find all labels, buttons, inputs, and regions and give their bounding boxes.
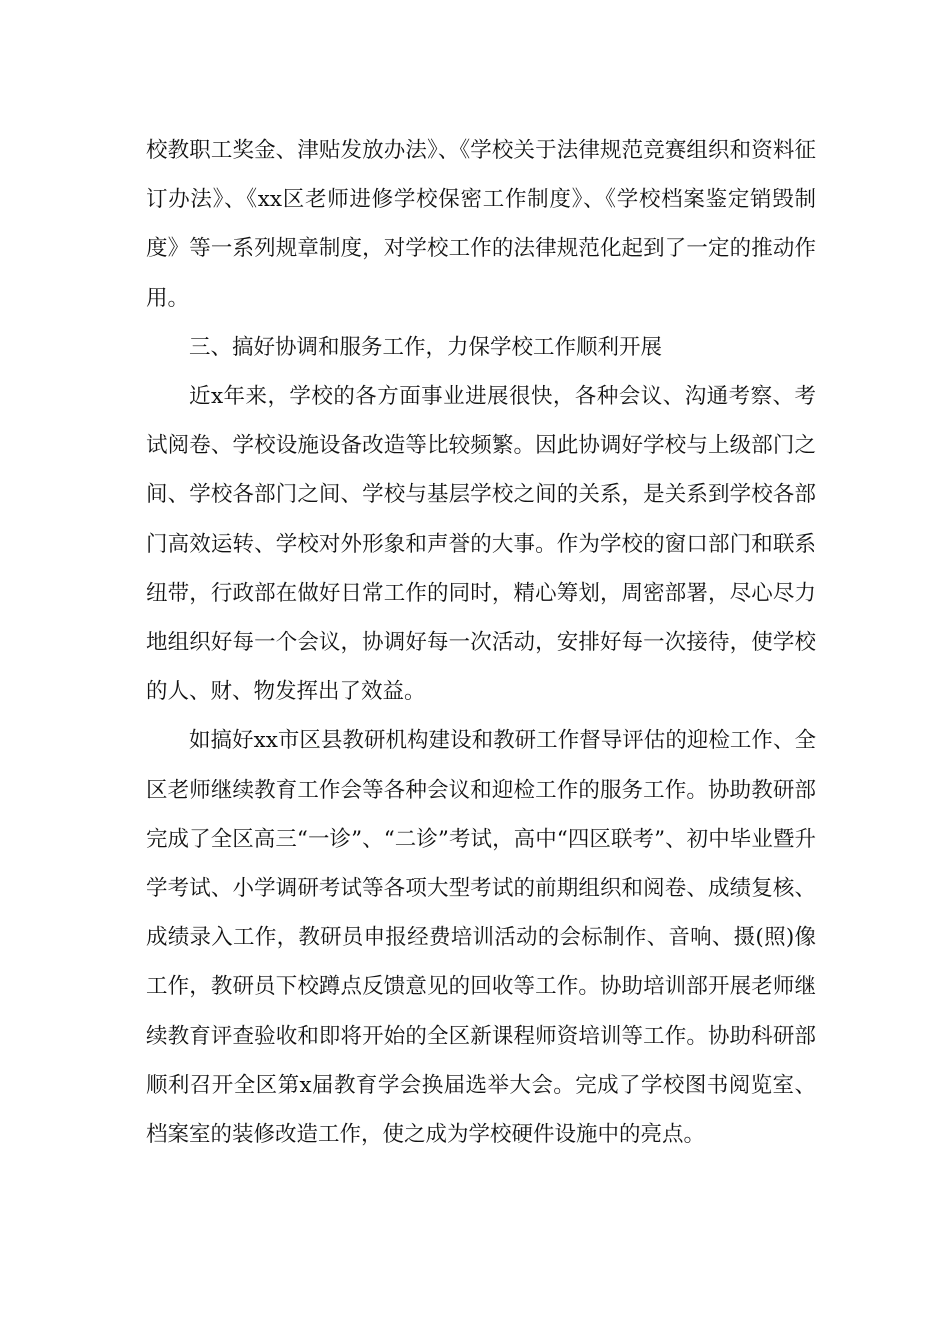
section-heading-coordination-service: 三、搞好协调和服务工作，力保学校工作顺利开展 [189,334,663,360]
paragraph-coordination-overview: 近x年来，学校的各方面事业进展很快，各种会议、沟通考察、考试阅卷、学校设施设备改造等比较频繁。因此协调好学校与上级部门之间、学校各部门之间、学校与基层学校之间的关系，是关系到学校各部门高效运转、学校对外形象和声誉的大事。作为学校的窗口部门和联系纽带，行政部在做好日常工作的同时，精心筹划，周密部署，尽心尽力地组织好每一个会议，协调好每一次活动，安排好每一次接待，使学校的人、财、物发挥出了效益。 [146,384,816,705]
paragraph-service-examples: 如搞好xx市区县教研机构建设和教研工作督导评估的迎检工作、全区老师继续教育工作会等各种会议和迎检工作的服务工作。协助教研部完成了全区高三“一诊”、“二诊”考试，高中“四区联考”、初中毕业暨升学考试、小学调研考试等各项大型考试的前期组织和阅卷、成绩复核、成绩录入工作，教研员申报经费培训活动的会标制作、音响、摄(照)像工作，教研员下校蹲点反馈意见的回收等工作。协助培训部开展老师继续教育评查验收和即将开始的全区新课程师资培训等工作。协助科研部顺利召开全区第x届教育学会换届选举大会。完成了学校图书阅览室、档案室的装修改造工作，使之成为学校硬件设施中的亮点。 [146,728,816,1148]
document-body [146,126,816,1159]
paragraph-regulations-continued: 校教职工奖金、津贴发放办法》、《学校关于法律规范竞赛组织和资料征订办法》、《xx区老师进修学校保密工作制度》、《学校档案鉴定销毁制度》等一系列规章制度，对学校工作的法律规范化起到了一定的推动作用。 [146,138,816,311]
